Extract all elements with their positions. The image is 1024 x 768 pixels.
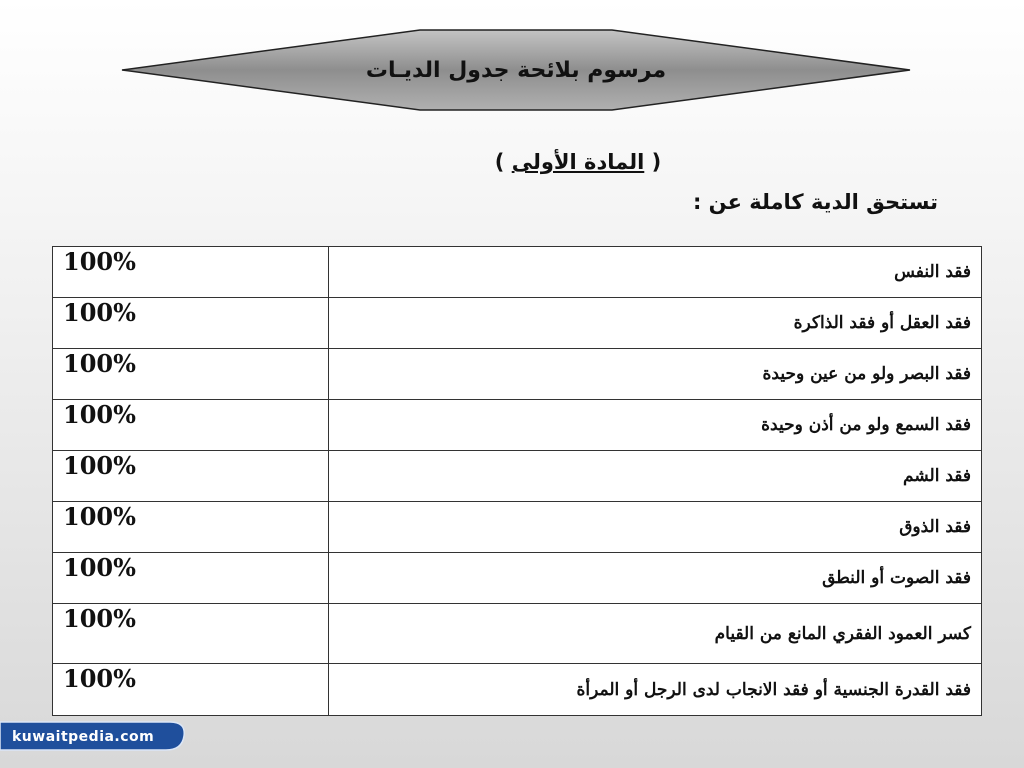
compensation-percent: 100% [53,664,329,716]
article-close-paren: ) [494,150,505,174]
compensation-percent: 100% [53,553,329,604]
compensation-percent: 100% [53,298,329,349]
table-row [53,400,982,451]
article-heading [478,150,678,174]
title-banner [120,28,912,112]
banner-title: مرسوم بلائحة جدول الديـات [365,57,667,83]
table-row [53,298,982,349]
injury-description: فقد الشم [329,451,982,502]
compensation-percent: 100% [53,247,329,298]
table-row [53,553,982,604]
injury-description: فقد الذوق [329,502,982,553]
article-open-paren: ( [651,150,662,174]
injury-description: كسر العمود الفقري المانع من القيام [329,604,982,664]
table-row [53,451,982,502]
table-row [53,502,982,553]
injury-description: فقد النفس [329,247,982,298]
watermark-logo [0,718,186,756]
diyat-table [52,246,982,716]
article-name: المادة الأولى [511,150,645,174]
table-row [53,247,982,298]
injury-description: فقد الصوت أو النطق [329,553,982,604]
watermark-text: kuwaitpedia.com [12,729,155,745]
compensation-percent: 100% [53,451,329,502]
injury-description: فقد البصر ولو من عين وحيدة [329,349,982,400]
table-row [53,664,982,716]
compensation-percent: 100% [53,604,329,664]
compensation-percent: 100% [53,502,329,553]
compensation-percent: 100% [53,400,329,451]
intro-text: تستحق الدية كاملة عن : [692,190,938,214]
injury-description: فقد العقل أو فقد الذاكرة [329,298,982,349]
table-row [53,349,982,400]
compensation-percent: 100% [53,349,329,400]
table-row [53,604,982,664]
injury-description: فقد القدرة الجنسية أو فقد الانجاب لدى الرجل أو المرأة [329,664,982,716]
injury-description: فقد السمع ولو من أذن وحيدة [329,400,982,451]
